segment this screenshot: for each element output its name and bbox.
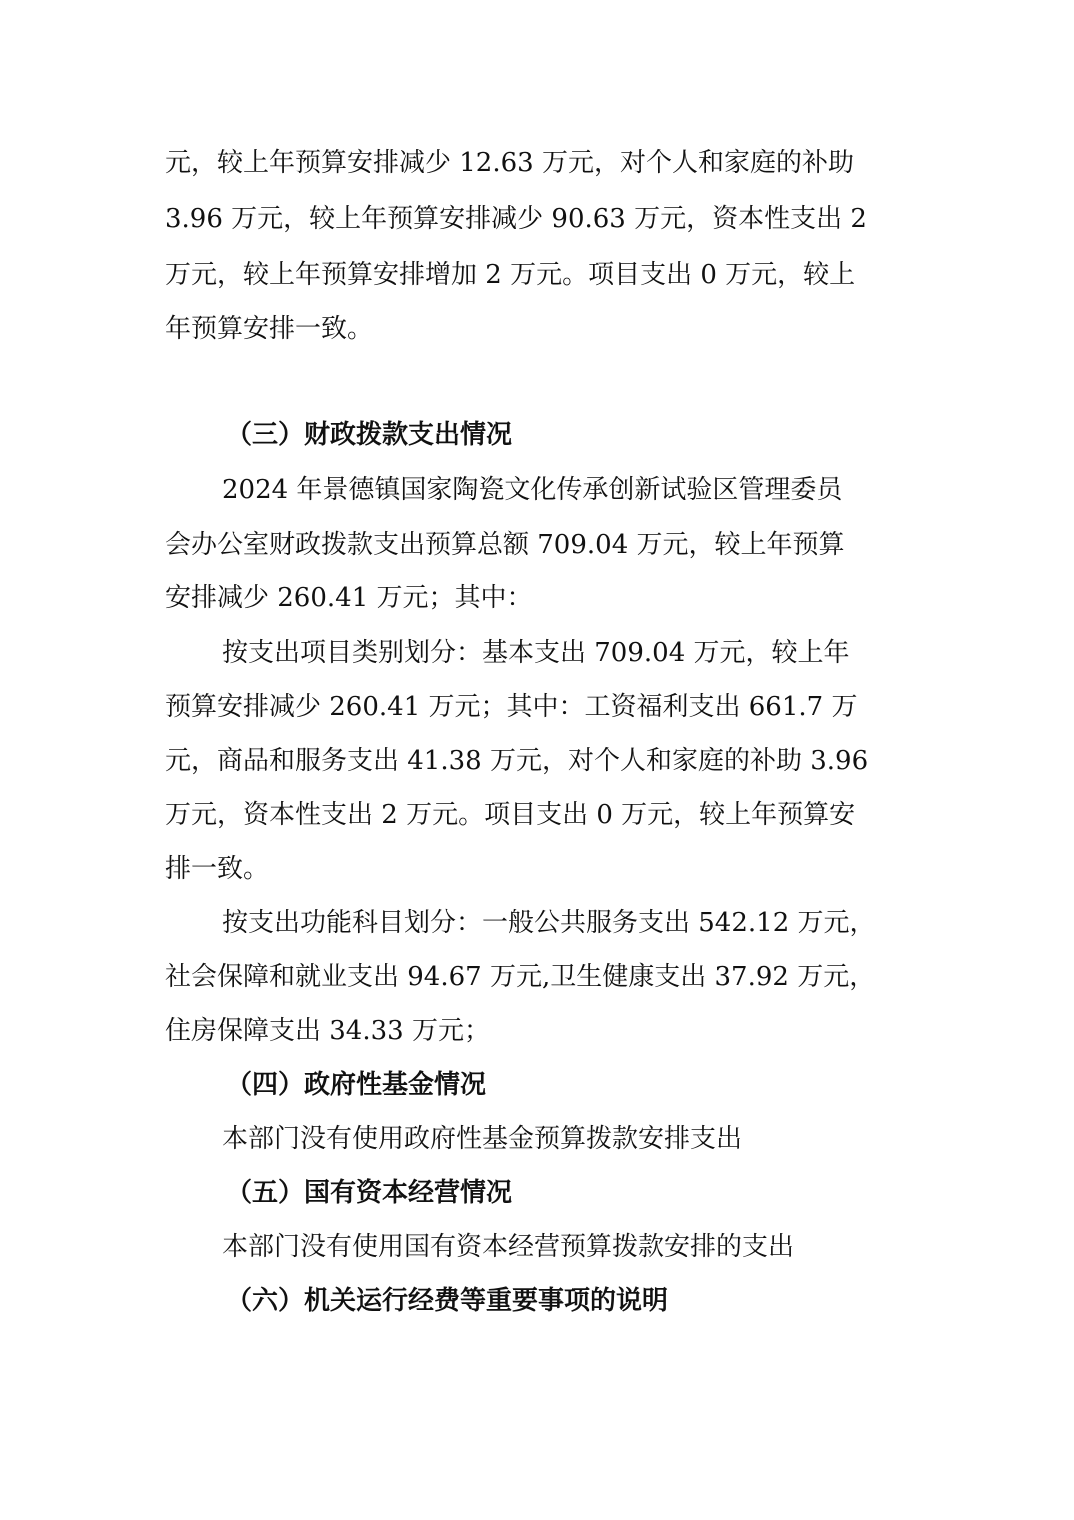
paragraph-line: 万元，较上年预算安排增加 2 万元。项目支出 0 万元，较上 (165, 260, 856, 290)
section-heading: （六）机关运行经费等重要事项的说明 (226, 1286, 669, 1316)
section-heading: （五）国有资本经营情况 (226, 1178, 513, 1208)
paragraph-line: 3.96 万元，较上年预算安排减少 90.63 万元，资本性支出 2 (165, 204, 867, 234)
paragraph-line: 本部门没有使用国有资本经营预算拨款安排的支出 (222, 1232, 795, 1262)
paragraph-line: 元，商品和服务支出 41.38 万元，对个人和家庭的补助 3.96 (165, 746, 869, 776)
paragraph-line: 2024 年景德镇国家陶瓷文化传承创新试验区管理委员 (222, 475, 843, 505)
paragraph-line: 安排减少 260.41 万元；其中： (165, 583, 533, 613)
paragraph-line: 社会保障和就业支出 94.67 万元,卫生健康支出 37.92 万元， (165, 962, 876, 992)
section-heading: （四）政府性基金情况 (226, 1070, 487, 1100)
paragraph-line: 按支出功能科目划分：一般公共服务支出 542.12 万元， (222, 908, 876, 938)
paragraph-line: 元，较上年预算安排减少 12.63 万元，对个人和家庭的补助 (165, 148, 854, 178)
paragraph-line: 本部门没有使用政府性基金预算拨款安排支出 (222, 1124, 743, 1154)
paragraph-line: 住房保障支出 34.33 万元； (165, 1016, 490, 1046)
paragraph-line: 万元，资本性支出 2 万元。项目支出 0 万元，较上年预算安 (165, 800, 856, 830)
paragraph-line: 年预算安排一致。 (165, 314, 374, 344)
paragraph-line: 会办公室财政拨款支出预算总额 709.04 万元，较上年预算 (165, 530, 845, 560)
section-heading: （三）财政拨款支出情况 (226, 420, 513, 450)
paragraph-line: 排一致。 (165, 854, 270, 884)
paragraph-line: 预算安排减少 260.41 万元；其中：工资福利支出 661.7 万 (165, 692, 858, 722)
paragraph-line: 按支出项目类别划分：基本支出 709.04 万元，较上年 (222, 638, 850, 668)
